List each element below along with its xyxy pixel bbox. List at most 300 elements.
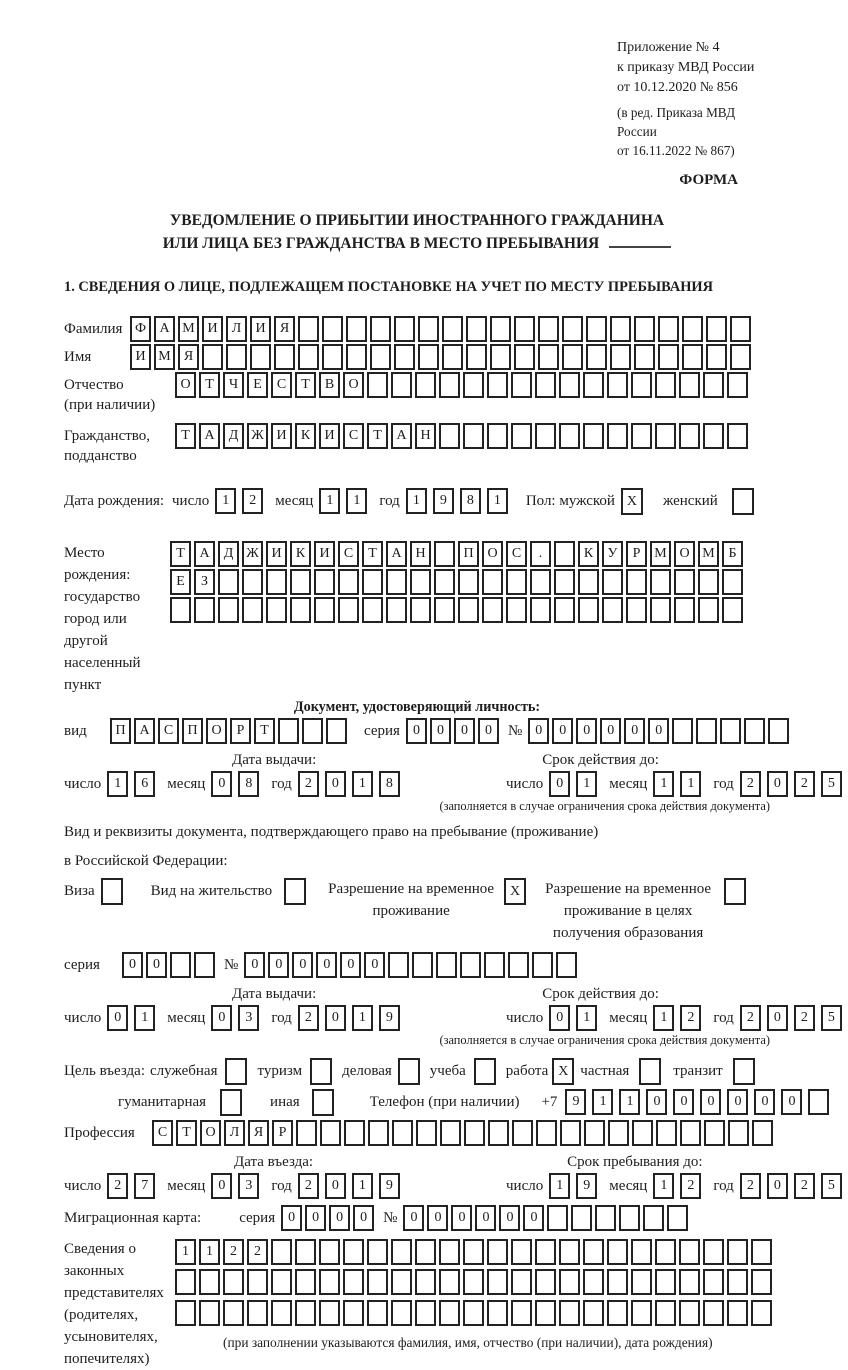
- char-cell[interactable]: 5: [821, 1173, 842, 1199]
- char-cell[interactable]: И: [202, 316, 223, 342]
- char-cell[interactable]: [247, 1300, 268, 1326]
- char-cell[interactable]: 0: [211, 1173, 232, 1199]
- char-cell[interactable]: 0: [146, 952, 167, 978]
- char-cell[interactable]: Е: [247, 372, 268, 398]
- char-cell[interactable]: [584, 1120, 605, 1146]
- char-cell[interactable]: 1: [680, 771, 701, 797]
- char-cell[interactable]: 1: [576, 771, 597, 797]
- char-cell[interactable]: [418, 316, 439, 342]
- temp-residence-edu-checkbox[interactable]: [724, 878, 746, 905]
- char-cell[interactable]: [535, 372, 556, 398]
- char-cell[interactable]: [512, 1120, 533, 1146]
- char-cell[interactable]: [346, 344, 367, 370]
- char-cell[interactable]: Р: [626, 541, 647, 567]
- char-cell[interactable]: [487, 423, 508, 449]
- char-cell[interactable]: [290, 597, 311, 623]
- char-cell[interactable]: 2: [680, 1173, 701, 1199]
- char-cell[interactable]: 9: [379, 1173, 400, 1199]
- char-cell[interactable]: 2: [298, 771, 319, 797]
- char-cell[interactable]: [538, 316, 559, 342]
- char-cell[interactable]: [415, 1300, 436, 1326]
- char-cell[interactable]: [218, 569, 239, 595]
- char-cell[interactable]: Т: [367, 423, 388, 449]
- char-cell[interactable]: [730, 344, 751, 370]
- char-cell[interactable]: Ф: [130, 316, 151, 342]
- char-cell[interactable]: У: [602, 541, 623, 567]
- char-cell[interactable]: 0: [767, 771, 788, 797]
- char-cell[interactable]: А: [134, 718, 155, 744]
- char-cell[interactable]: [532, 952, 553, 978]
- char-cell[interactable]: [658, 316, 679, 342]
- char-cell[interactable]: 0: [528, 718, 549, 744]
- char-cell[interactable]: [223, 1300, 244, 1326]
- char-cell[interactable]: [554, 541, 575, 567]
- char-cell[interactable]: 0: [648, 718, 669, 744]
- char-cell[interactable]: З: [194, 569, 215, 595]
- char-cell[interactable]: [194, 597, 215, 623]
- char-cell[interactable]: И: [250, 316, 271, 342]
- char-cell[interactable]: [535, 1239, 556, 1265]
- char-cell[interactable]: [394, 344, 415, 370]
- char-cell[interactable]: [370, 316, 391, 342]
- char-cell[interactable]: [514, 344, 535, 370]
- char-cell[interactable]: [362, 569, 383, 595]
- char-cell[interactable]: [655, 1300, 676, 1326]
- char-cell[interactable]: [271, 1300, 292, 1326]
- char-cell[interactable]: 7: [134, 1173, 155, 1199]
- char-cell[interactable]: О: [175, 372, 196, 398]
- char-cell[interactable]: [626, 569, 647, 595]
- char-cell[interactable]: О: [343, 372, 364, 398]
- char-cell[interactable]: 1: [175, 1239, 196, 1265]
- char-cell[interactable]: [808, 1089, 829, 1115]
- char-cell[interactable]: [175, 1269, 196, 1295]
- char-cell[interactable]: [730, 316, 751, 342]
- char-cell[interactable]: 0: [781, 1089, 802, 1115]
- char-cell[interactable]: О: [206, 718, 227, 744]
- char-cell[interactable]: [578, 597, 599, 623]
- char-cell[interactable]: [338, 597, 359, 623]
- char-cell[interactable]: [535, 1300, 556, 1326]
- char-cell[interactable]: Т: [295, 372, 316, 398]
- char-cell[interactable]: [698, 569, 719, 595]
- char-cell[interactable]: 2: [298, 1173, 319, 1199]
- char-cell[interactable]: [751, 1269, 772, 1295]
- char-cell[interactable]: А: [199, 423, 220, 449]
- char-cell[interactable]: Т: [170, 541, 191, 567]
- char-cell[interactable]: [655, 1269, 676, 1295]
- char-cell[interactable]: 9: [433, 488, 454, 514]
- char-cell[interactable]: [696, 718, 717, 744]
- char-cell[interactable]: Я: [274, 316, 295, 342]
- char-cell[interactable]: [643, 1205, 664, 1231]
- char-cell[interactable]: [463, 1269, 484, 1295]
- char-cell[interactable]: 0: [646, 1089, 667, 1115]
- char-cell[interactable]: [202, 344, 223, 370]
- char-cell[interactable]: 8: [238, 771, 259, 797]
- char-cell[interactable]: [442, 344, 463, 370]
- char-cell[interactable]: [199, 1300, 220, 1326]
- char-cell[interactable]: С: [343, 423, 364, 449]
- char-cell[interactable]: 0: [364, 952, 385, 978]
- char-cell[interactable]: [434, 569, 455, 595]
- char-cell[interactable]: [703, 1239, 724, 1265]
- char-cell[interactable]: [634, 316, 655, 342]
- char-cell[interactable]: [367, 372, 388, 398]
- char-cell[interactable]: [656, 1120, 677, 1146]
- char-cell[interactable]: Л: [226, 316, 247, 342]
- purpose-tourism-checkbox[interactable]: [310, 1058, 332, 1085]
- char-cell[interactable]: 0: [340, 952, 361, 978]
- char-cell[interactable]: [751, 1239, 772, 1265]
- char-cell[interactable]: С: [338, 541, 359, 567]
- char-cell[interactable]: [322, 316, 343, 342]
- char-cell[interactable]: Е: [170, 569, 191, 595]
- char-cell[interactable]: [392, 1120, 413, 1146]
- char-cell[interactable]: [482, 569, 503, 595]
- char-cell[interactable]: 8: [460, 488, 481, 514]
- char-cell[interactable]: [367, 1269, 388, 1295]
- char-cell[interactable]: [631, 1239, 652, 1265]
- char-cell[interactable]: [679, 372, 700, 398]
- char-cell[interactable]: [391, 1300, 412, 1326]
- char-cell[interactable]: [439, 1300, 460, 1326]
- char-cell[interactable]: [583, 423, 604, 449]
- char-cell[interactable]: [247, 1269, 268, 1295]
- char-cell[interactable]: 2: [242, 488, 263, 514]
- char-cell[interactable]: 1: [487, 488, 508, 514]
- char-cell[interactable]: 6: [134, 771, 155, 797]
- char-cell[interactable]: Т: [199, 372, 220, 398]
- char-cell[interactable]: 1: [352, 1173, 373, 1199]
- char-cell[interactable]: 2: [794, 1005, 815, 1031]
- char-cell[interactable]: [440, 1120, 461, 1146]
- char-cell[interactable]: [199, 1269, 220, 1295]
- char-cell[interactable]: [463, 1300, 484, 1326]
- char-cell[interactable]: О: [482, 541, 503, 567]
- char-cell[interactable]: [727, 1269, 748, 1295]
- char-cell[interactable]: [535, 423, 556, 449]
- char-cell[interactable]: [619, 1205, 640, 1231]
- char-cell[interactable]: [343, 1239, 364, 1265]
- char-cell[interactable]: 9: [565, 1089, 586, 1115]
- char-cell[interactable]: 0: [325, 1173, 346, 1199]
- char-cell[interactable]: [559, 1269, 580, 1295]
- char-cell[interactable]: М: [154, 344, 175, 370]
- char-cell[interactable]: [554, 597, 575, 623]
- char-cell[interactable]: [298, 316, 319, 342]
- char-cell[interactable]: [487, 372, 508, 398]
- char-cell[interactable]: 2: [794, 1173, 815, 1199]
- char-cell[interactable]: [674, 597, 695, 623]
- char-cell[interactable]: Ж: [247, 423, 268, 449]
- char-cell[interactable]: 1: [619, 1089, 640, 1115]
- char-cell[interactable]: [538, 344, 559, 370]
- char-cell[interactable]: 0: [292, 952, 313, 978]
- char-cell[interactable]: [386, 597, 407, 623]
- char-cell[interactable]: 0: [430, 718, 451, 744]
- char-cell[interactable]: П: [458, 541, 479, 567]
- char-cell[interactable]: [488, 1120, 509, 1146]
- char-cell[interactable]: Ч: [223, 372, 244, 398]
- char-cell[interactable]: 0: [727, 1089, 748, 1115]
- char-cell[interactable]: [560, 1120, 581, 1146]
- char-cell[interactable]: 0: [552, 718, 573, 744]
- char-cell[interactable]: [679, 1239, 700, 1265]
- char-cell[interactable]: [290, 569, 311, 595]
- char-cell[interactable]: [682, 344, 703, 370]
- char-cell[interactable]: [391, 1239, 412, 1265]
- char-cell[interactable]: [704, 1120, 725, 1146]
- char-cell[interactable]: 2: [680, 1005, 701, 1031]
- char-cell[interactable]: [439, 372, 460, 398]
- char-cell[interactable]: [464, 1120, 485, 1146]
- char-cell[interactable]: 0: [754, 1089, 775, 1115]
- char-cell[interactable]: [751, 1300, 772, 1326]
- char-cell[interactable]: [391, 372, 412, 398]
- residence-permit-checkbox[interactable]: [284, 878, 306, 905]
- char-cell[interactable]: 1: [107, 771, 128, 797]
- char-cell[interactable]: 1: [592, 1089, 613, 1115]
- char-cell[interactable]: [703, 1269, 724, 1295]
- char-cell[interactable]: [295, 1300, 316, 1326]
- char-cell[interactable]: [650, 597, 671, 623]
- char-cell[interactable]: Л: [224, 1120, 245, 1146]
- char-cell[interactable]: [170, 597, 191, 623]
- char-cell[interactable]: Т: [175, 423, 196, 449]
- char-cell[interactable]: [583, 1269, 604, 1295]
- char-cell[interactable]: 1: [319, 488, 340, 514]
- char-cell[interactable]: [607, 1269, 628, 1295]
- char-cell[interactable]: 1: [352, 1005, 373, 1031]
- char-cell[interactable]: [463, 372, 484, 398]
- char-cell[interactable]: [752, 1120, 773, 1146]
- char-cell[interactable]: [484, 952, 505, 978]
- char-cell[interactable]: [436, 952, 457, 978]
- char-cell[interactable]: [679, 1269, 700, 1295]
- char-cell[interactable]: 1: [134, 1005, 155, 1031]
- char-cell[interactable]: [583, 1239, 604, 1265]
- char-cell[interactable]: [634, 344, 655, 370]
- char-cell[interactable]: [571, 1205, 592, 1231]
- char-cell[interactable]: [559, 423, 580, 449]
- char-cell[interactable]: [482, 597, 503, 623]
- char-cell[interactable]: 0: [353, 1205, 374, 1231]
- char-cell[interactable]: [343, 1300, 364, 1326]
- char-cell[interactable]: [367, 1239, 388, 1265]
- char-cell[interactable]: [490, 316, 511, 342]
- char-cell[interactable]: [314, 597, 335, 623]
- char-cell[interactable]: [322, 344, 343, 370]
- char-cell[interactable]: [672, 718, 693, 744]
- char-cell[interactable]: В: [319, 372, 340, 398]
- char-cell[interactable]: [487, 1300, 508, 1326]
- char-cell[interactable]: С: [271, 372, 292, 398]
- char-cell[interactable]: 0: [673, 1089, 694, 1115]
- char-cell[interactable]: [559, 1300, 580, 1326]
- char-cell[interactable]: 0: [427, 1205, 448, 1231]
- char-cell[interactable]: 1: [576, 1005, 597, 1031]
- char-cell[interactable]: [367, 1300, 388, 1326]
- char-cell[interactable]: [508, 952, 529, 978]
- char-cell[interactable]: [266, 597, 287, 623]
- char-cell[interactable]: [242, 569, 263, 595]
- char-cell[interactable]: 0: [211, 1005, 232, 1031]
- char-cell[interactable]: Д: [223, 423, 244, 449]
- char-cell[interactable]: [586, 344, 607, 370]
- char-cell[interactable]: [631, 423, 652, 449]
- char-cell[interactable]: [728, 1120, 749, 1146]
- char-cell[interactable]: [170, 952, 191, 978]
- char-cell[interactable]: [295, 1239, 316, 1265]
- char-cell[interactable]: 5: [821, 771, 842, 797]
- char-cell[interactable]: И: [271, 423, 292, 449]
- char-cell[interactable]: 0: [700, 1089, 721, 1115]
- char-cell[interactable]: 2: [740, 1005, 761, 1031]
- char-cell[interactable]: 0: [406, 718, 427, 744]
- char-cell[interactable]: [434, 541, 455, 567]
- char-cell[interactable]: [658, 344, 679, 370]
- char-cell[interactable]: [326, 718, 347, 744]
- char-cell[interactable]: 0: [767, 1173, 788, 1199]
- char-cell[interactable]: 2: [740, 1173, 761, 1199]
- char-cell[interactable]: [415, 1239, 436, 1265]
- char-cell[interactable]: [607, 1239, 628, 1265]
- char-cell[interactable]: [314, 569, 335, 595]
- char-cell[interactable]: [586, 316, 607, 342]
- char-cell[interactable]: [535, 1269, 556, 1295]
- char-cell[interactable]: [416, 1120, 437, 1146]
- char-cell[interactable]: [727, 1239, 748, 1265]
- purpose-other-checkbox[interactable]: [312, 1089, 334, 1116]
- char-cell[interactable]: [295, 1269, 316, 1295]
- char-cell[interactable]: [218, 597, 239, 623]
- char-cell[interactable]: [744, 718, 765, 744]
- char-cell[interactable]: 0: [549, 771, 570, 797]
- char-cell[interactable]: [682, 316, 703, 342]
- purpose-study-checkbox[interactable]: [474, 1058, 496, 1085]
- char-cell[interactable]: 0: [325, 771, 346, 797]
- char-cell[interactable]: [607, 423, 628, 449]
- char-cell[interactable]: [223, 1269, 244, 1295]
- char-cell[interactable]: [463, 1239, 484, 1265]
- char-cell[interactable]: [320, 1120, 341, 1146]
- char-cell[interactable]: 0: [316, 952, 337, 978]
- char-cell[interactable]: [439, 1269, 460, 1295]
- char-cell[interactable]: [607, 1300, 628, 1326]
- char-cell[interactable]: [302, 718, 323, 744]
- char-cell[interactable]: [319, 1239, 340, 1265]
- char-cell[interactable]: [554, 569, 575, 595]
- char-cell[interactable]: [487, 1239, 508, 1265]
- char-cell[interactable]: [679, 423, 700, 449]
- char-cell[interactable]: [466, 344, 487, 370]
- char-cell[interactable]: [768, 718, 789, 744]
- char-cell[interactable]: Т: [176, 1120, 197, 1146]
- char-cell[interactable]: [607, 372, 628, 398]
- char-cell[interactable]: [439, 1239, 460, 1265]
- char-cell[interactable]: 2: [298, 1005, 319, 1031]
- char-cell[interactable]: С: [158, 718, 179, 744]
- char-cell[interactable]: Б: [722, 541, 743, 567]
- char-cell[interactable]: 1: [653, 771, 674, 797]
- char-cell[interactable]: 9: [379, 1005, 400, 1031]
- char-cell[interactable]: [727, 423, 748, 449]
- char-cell[interactable]: Н: [410, 541, 431, 567]
- char-cell[interactable]: [242, 597, 263, 623]
- char-cell[interactable]: 0: [549, 1005, 570, 1031]
- char-cell[interactable]: [410, 569, 431, 595]
- char-cell[interactable]: [608, 1120, 629, 1146]
- char-cell[interactable]: [319, 1269, 340, 1295]
- temp-residence-checkbox[interactable]: X: [504, 878, 526, 905]
- char-cell[interactable]: 2: [247, 1239, 268, 1265]
- char-cell[interactable]: [362, 597, 383, 623]
- char-cell[interactable]: [319, 1300, 340, 1326]
- char-cell[interactable]: Т: [362, 541, 383, 567]
- char-cell[interactable]: [706, 344, 727, 370]
- char-cell[interactable]: 3: [238, 1173, 259, 1199]
- char-cell[interactable]: [530, 569, 551, 595]
- char-cell[interactable]: [578, 569, 599, 595]
- char-cell[interactable]: С: [506, 541, 527, 567]
- char-cell[interactable]: 1: [352, 771, 373, 797]
- char-cell[interactable]: 0: [454, 718, 475, 744]
- char-cell[interactable]: [298, 344, 319, 370]
- char-cell[interactable]: 2: [223, 1239, 244, 1265]
- char-cell[interactable]: [698, 597, 719, 623]
- char-cell[interactable]: [266, 569, 287, 595]
- char-cell[interactable]: 0: [305, 1205, 326, 1231]
- char-cell[interactable]: [415, 1269, 436, 1295]
- char-cell[interactable]: [556, 952, 577, 978]
- char-cell[interactable]: А: [154, 316, 175, 342]
- char-cell[interactable]: Р: [230, 718, 251, 744]
- char-cell[interactable]: Р: [272, 1120, 293, 1146]
- char-cell[interactable]: К: [295, 423, 316, 449]
- char-cell[interactable]: [458, 597, 479, 623]
- char-cell[interactable]: 1: [653, 1005, 674, 1031]
- char-cell[interactable]: М: [650, 541, 671, 567]
- char-cell[interactable]: [511, 372, 532, 398]
- char-cell[interactable]: И: [314, 541, 335, 567]
- char-cell[interactable]: [386, 569, 407, 595]
- char-cell[interactable]: [463, 423, 484, 449]
- char-cell[interactable]: [583, 372, 604, 398]
- char-cell[interactable]: [415, 372, 436, 398]
- char-cell[interactable]: 0: [325, 1005, 346, 1031]
- char-cell[interactable]: [460, 952, 481, 978]
- char-cell[interactable]: [727, 372, 748, 398]
- char-cell[interactable]: 2: [107, 1173, 128, 1199]
- char-cell[interactable]: [655, 1239, 676, 1265]
- char-cell[interactable]: А: [194, 541, 215, 567]
- char-cell[interactable]: 1: [199, 1239, 220, 1265]
- char-cell[interactable]: 0: [244, 952, 265, 978]
- char-cell[interactable]: 2: [740, 771, 761, 797]
- char-cell[interactable]: [559, 372, 580, 398]
- char-cell[interactable]: [490, 344, 511, 370]
- purpose-business-checkbox[interactable]: [398, 1058, 420, 1085]
- char-cell[interactable]: 0: [268, 952, 289, 978]
- char-cell[interactable]: [274, 344, 295, 370]
- char-cell[interactable]: [703, 372, 724, 398]
- char-cell[interactable]: 1: [406, 488, 427, 514]
- char-cell[interactable]: 0: [576, 718, 597, 744]
- char-cell[interactable]: 3: [238, 1005, 259, 1031]
- char-cell[interactable]: [343, 1269, 364, 1295]
- char-cell[interactable]: Т: [254, 718, 275, 744]
